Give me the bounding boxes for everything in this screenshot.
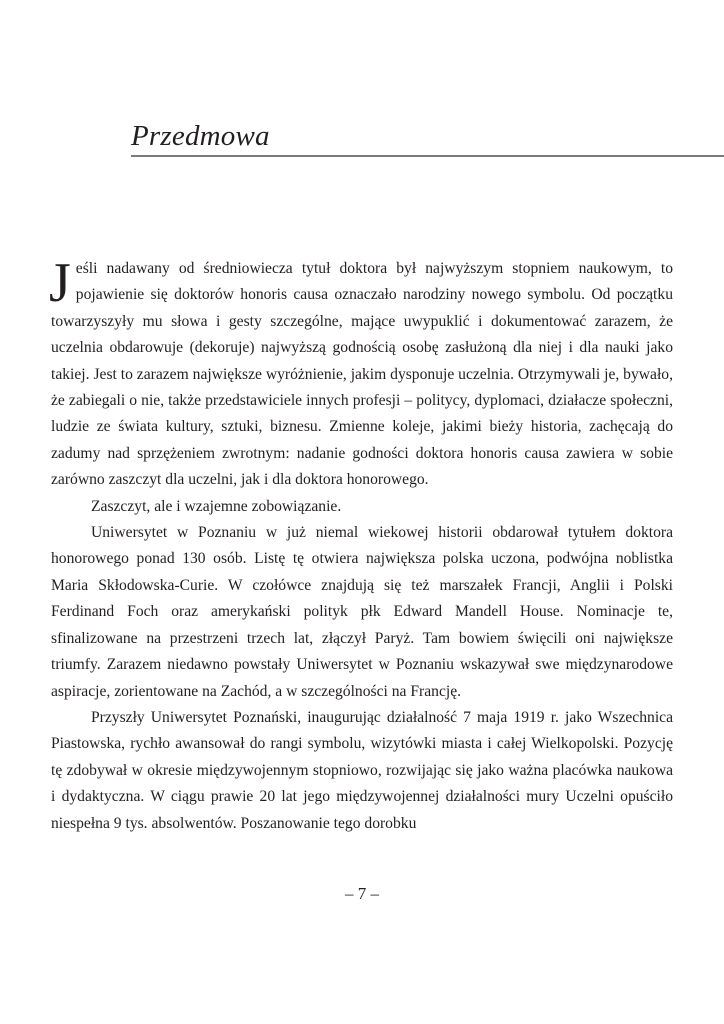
paragraph-1-text: eśli nadawany od średniowiecza tytuł doktora był najwyższym stopniem naukowym, to pojawienie się doktorów honoris causa oznaczało narodziny nowego symbolu. Od początku towarzyszyły mu słowa i gesty szczególne, mające uwypuklić i dokumentować zarazem, że uczelnia obdarowuje (dekoruje) najwyższą godnością osobę zasłużoną dla niej i dla nauki jako takiej. Jest to zarazem największe wyróżnienie, jakim dysponuje uczelnia. Otrzymywali je, bywało, że zabiegali o nie, także przedstawiciele innych profesji – politycy, dyplomaci, działacze społeczni, ludzie ze świata kultury, sztuki, biznesu. Zmienne koleje, jakimi bieży historia, zachęcają do zadumy nad sprzężeniem zwrotnym: nadanie godności doktora honoris causa zawiera w sobie zarówno zaszczyt dla uczelni, jak i dla doktora honorowego. bbox=[51, 260, 673, 489]
drop-cap: J bbox=[49, 252, 71, 314]
paragraph-1 bbox=[49, 252, 673, 494]
paragraph-2: Zaszczyt, ale i wzajemne zobowiązanie. bbox=[91, 497, 342, 515]
paragraph-3: Uniwersytet w Poznaniu w już niemal wiekowej historii obdarował tytułem doktora honorowego ponad 130 osób. Listę tę otwiera największa polska uczona, podwójna noblistka Maria Skłodowska-Curie. W czołówce znajdują się też marszałek Francji, Anglii i Polski Ferdinand Foch oraz amerykański polityk płk Edward Mandell House. Nominacje te, sfinalizowane na przestrzeni trzech lat, złączył Paryż. Tam bowiem święcili oni największe triumfy. Zarazem niedawno powstały Uniwersytet w Poznaniu wskazywał swe międzynarodowe aspiracje, zorientowane na Zachód, a w szczególności na Francję. bbox=[51, 524, 673, 700]
page-number: – 7 – bbox=[345, 884, 379, 903]
title-rule bbox=[131, 155, 724, 157]
body-text bbox=[49, 252, 673, 837]
chapter-title: Przedmowa bbox=[131, 120, 270, 152]
paragraph-4: Przyszły Uniwersytet Poznański, inaugurując działalność 7 maja 1919 r. jako Wszechnica Piastowska, rychło awansował do rangi symbolu, wizytówki miasta i całej Wielkopolski. Pozycję tę zdobywał w okresie międzywojennym stopniowo, rozwijając się jako ważna placówka naukowa i dydaktyczna. W ciągu prawie 20 lat jego międzywojennej działalności mury Uczelni opuściło niespełna 9 tys. absolwentów. Poszanowanie tego dorobku bbox=[51, 708, 673, 832]
